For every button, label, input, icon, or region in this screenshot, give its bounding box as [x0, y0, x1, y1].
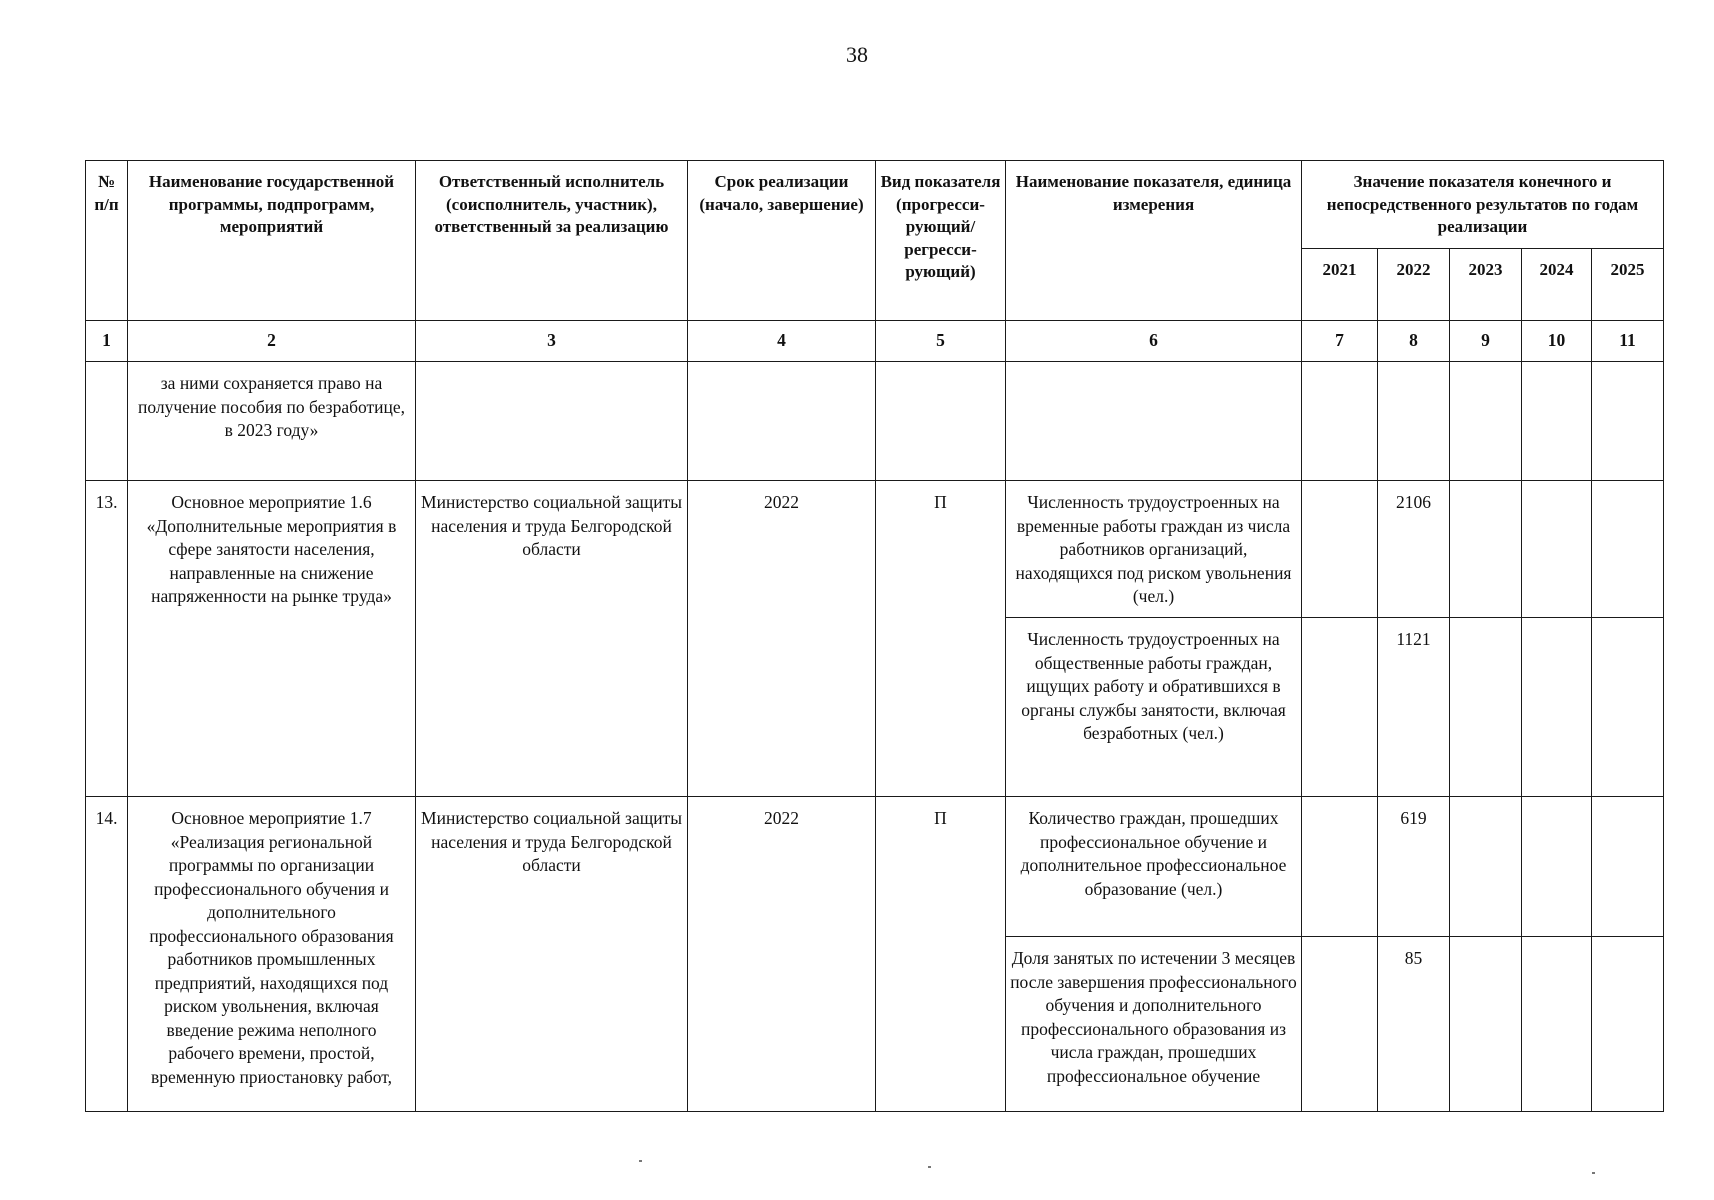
value-2025	[1592, 618, 1664, 797]
header-indicator-type: Вид показателя (прогресси-рующий/ регресси-рующий)	[876, 161, 1006, 321]
header-year-2022: 2022	[1378, 249, 1450, 321]
table-row-13	[86, 481, 1664, 618]
value-2021	[1302, 937, 1378, 1112]
term: 2022	[688, 481, 876, 797]
value-2021	[1302, 797, 1378, 937]
column-number: 9	[1450, 321, 1522, 362]
header-year-2025: 2025	[1592, 249, 1664, 321]
term: 2022	[688, 797, 876, 1112]
scan-speck	[639, 1160, 642, 1162]
column-number: 10	[1522, 321, 1592, 362]
value-2024	[1522, 481, 1592, 618]
value-2022: 619	[1378, 797, 1450, 937]
indicator-type: П	[876, 797, 1006, 1112]
value-2023	[1450, 618, 1522, 797]
header-term: Срок реализации (начало, завершение)	[688, 161, 876, 321]
value-2024	[1522, 618, 1592, 797]
value-2023	[1450, 481, 1522, 618]
header-year-2023: 2023	[1450, 249, 1522, 321]
column-number: 3	[416, 321, 688, 362]
column-number: 6	[1006, 321, 1302, 362]
page-number: 38	[846, 42, 868, 67]
value-2022: 85	[1378, 937, 1450, 1112]
column-numbers-row	[86, 321, 1664, 362]
header-year-2021: 2021	[1302, 249, 1378, 321]
value-2023	[1450, 797, 1522, 937]
row-number: 13.	[86, 481, 128, 797]
continuation-text: за ними сохраняется право на получение пособия по безработице, в 2023 году»	[128, 362, 416, 481]
event-name: Основное мероприятие 1.6 «Дополнительные мероприятия в сфере занятости населения, направленные на снижение напряженности на рынке труда»	[128, 481, 416, 797]
value-2022: 1121	[1378, 618, 1450, 797]
scan-speck	[1592, 1172, 1595, 1174]
indicator-type: П	[876, 481, 1006, 797]
value-2022: 2106	[1378, 481, 1450, 618]
value-2024	[1522, 797, 1592, 937]
column-number: 8	[1378, 321, 1450, 362]
table-row-14	[86, 797, 1664, 937]
column-number: 7	[1302, 321, 1378, 362]
value-2025	[1592, 937, 1664, 1112]
column-number: 5	[876, 321, 1006, 362]
value-2025	[1592, 797, 1664, 937]
program-table	[85, 160, 1664, 1112]
column-number: 1	[86, 321, 128, 362]
column-number: 4	[688, 321, 876, 362]
executor: Министерство социальной защиты населения и труда Белгородской области	[416, 797, 688, 1112]
scan-speck	[928, 1166, 931, 1168]
header-number: № п/п	[86, 161, 128, 321]
header-executor: Ответственный исполнитель (соисполнитель, участник), ответственный за реализацию	[416, 161, 688, 321]
value-2023	[1450, 937, 1522, 1112]
column-number: 2	[128, 321, 416, 362]
column-number: 11	[1592, 321, 1664, 362]
header-values: Значение показателя конечного и непосредственного результатов по годам реализации	[1302, 161, 1664, 249]
value-2021	[1302, 618, 1378, 797]
table-row-continuation	[86, 362, 1664, 481]
row-number: 14.	[86, 797, 128, 1112]
value-2021	[1302, 481, 1378, 618]
indicator-name: Численность трудоустроенных на общественные работы граждан, ищущих работу и обратившихся в органы службы занятости, включая безработных (чел.)	[1006, 618, 1302, 797]
header-year-2024: 2024	[1522, 249, 1592, 321]
value-2025	[1592, 481, 1664, 618]
header-program-name: Наименование государственной программы, подпрограмм, мероприятий	[128, 161, 416, 321]
executor: Министерство социальной защиты населения и труда Белгородской области	[416, 481, 688, 797]
value-2024	[1522, 937, 1592, 1112]
event-name: Основное мероприятие 1.7 «Реализация региональной программы по организации профессионального обучения и дополнительного профессионального образования работников промышленных предприятий, находящихся под риском увольнения, включая введение режима неполного рабочего времени, простой, временную приостановку работ,	[128, 797, 416, 1112]
indicator-name: Доля занятых по истечении 3 месяцев после завершения профессионального обучения и дополнительного профессионального образования из числа граждан, прошедших профессиональное обучение	[1006, 937, 1302, 1112]
header-indicator-name: Наименование показателя, единица измерения	[1006, 161, 1302, 321]
indicator-name: Численность трудоустроенных на временные работы граждан из числа работников организаций, находящихся под риском увольнения (чел.)	[1006, 481, 1302, 618]
indicator-name: Количество граждан, прошедших профессиональное обучение и дополнительное профессиональное образование (чел.)	[1006, 797, 1302, 937]
